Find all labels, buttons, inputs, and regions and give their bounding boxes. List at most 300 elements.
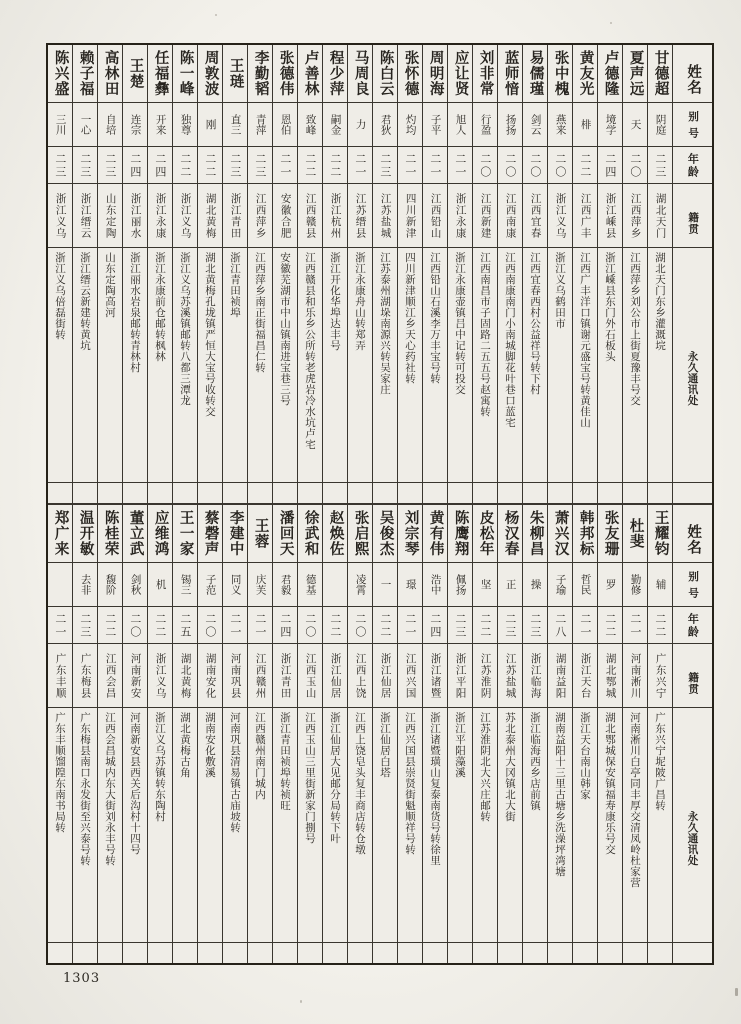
person-native-place: 湖北黄梅 [179,652,192,699]
person-alias: 哲民 [579,574,592,595]
person-column [97,505,122,963]
person-age: 二一 [403,613,417,639]
empty-cell [598,483,622,503]
person-column [322,505,347,963]
native-place-cell [323,184,347,248]
age-cell [348,147,372,184]
alias-cell [523,103,547,147]
alias-cell [448,563,472,607]
person-column [272,505,297,963]
person-name: 朱柳昌 [527,510,544,557]
person-alias: 棑 [579,119,592,130]
person-name: 卢善林 [302,50,319,97]
person-alias: 去非 [79,574,92,595]
person-native-place: 江西宜春 [529,192,542,239]
person-alias: 青萍 [254,114,267,135]
person-column [222,45,247,503]
person-address: 浙江诸暨璜山复泰南货号转徐里 [429,712,441,866]
empty-cell [273,483,297,503]
name-cell [298,505,322,563]
person-age: 二二 [328,153,342,179]
empty-cell [648,483,672,503]
person-address: 浙江仙居白塔 [379,712,391,778]
person-alias: 直三 [229,114,242,135]
header-label-alias: 别号 [687,111,700,144]
person-native-place: 湖北黄梅 [204,192,217,239]
header-column [672,45,712,503]
person-address: 山东定陶高河 [104,252,116,318]
person-age: 二一 [253,613,267,639]
empty-cell [198,483,222,503]
person-age: 二〇 [553,153,567,179]
person-age: 二〇 [128,613,142,639]
alias-cell [198,563,222,607]
age-cell [123,147,147,184]
age-cell [123,607,147,644]
native-place-cell [348,644,372,708]
person-alias: 锡三 [179,574,192,595]
person-column [572,505,597,963]
person-alias: 操 [529,579,542,590]
page-number: 1303 [63,971,101,986]
alias-cell [473,563,497,607]
person-column [397,45,422,503]
address-cell [448,708,472,943]
alias-cell [623,103,647,147]
person-age: 二三 [78,613,92,639]
header-label-name: 姓名 [685,64,702,95]
address-cell [223,248,247,483]
person-age: 二八 [553,613,567,639]
person-column [247,45,272,503]
name-cell [423,45,447,103]
person-age: 二一 [628,613,642,639]
empty-cell [73,943,97,963]
person-address: 四川新津顺江乡天心药社转 [404,252,416,384]
person-address: 江西南康南门小南城脚花叶巷口蓝宅 [504,252,516,428]
person-address: 浙江嵊县东门外石板头 [604,252,616,362]
age-cell [448,607,472,644]
address-cell [148,708,172,943]
person-native-place: 浙江嵊县 [604,192,617,239]
alias-cell [548,563,572,607]
person-address: 河南巩县清易镇古庙坡转 [229,712,241,833]
name-cell [548,45,572,103]
alias-cell [273,103,297,147]
alias-cell [423,103,447,147]
person-name: 蔡磬声 [202,510,219,557]
age-cell [148,607,172,644]
person-column [597,45,622,503]
name-cell [398,505,422,563]
native-place-cell [548,184,572,248]
person-name: 张德伟 [277,50,294,97]
person-age: 二一 [403,153,417,179]
person-address: 湖北天门东乡灌溉垸 [654,252,666,351]
person-native-place: 浙江诸暨 [429,652,442,699]
empty-cell [148,943,172,963]
native-place-cell [98,184,122,248]
person-native-place: 江西广丰 [579,192,592,239]
native-place-cell [273,644,297,708]
alias-cell [48,563,72,607]
address-cell [548,248,572,483]
person-address: 湖北鄂城保安镇福寿康乐号交 [604,712,616,855]
address-cell [248,708,272,943]
alias-cell [173,563,197,607]
person-name: 吴俊杰 [377,510,394,557]
empty-cell [648,943,672,963]
person-address: 浙江义乌苏溪镇邮转八都三潭龙 [179,252,191,406]
alias-cell [348,563,372,607]
native-place-cell [298,644,322,708]
person-native-place: 浙江平阳 [454,652,467,699]
header-cell-name [673,45,712,103]
person-column [97,45,122,503]
native-place-cell [648,644,672,708]
empty-cell [348,943,372,963]
person-age: 二五 [178,613,192,639]
table-band-top [48,45,712,503]
person-address: 江西赣州南门城内 [254,712,266,800]
age-cell [498,607,522,644]
person-name: 张启熙 [352,510,369,557]
header-cell-alias [673,563,712,607]
table-band-bottom [48,503,712,963]
person-name: 陈白云 [377,50,394,97]
header-label-alias: 别号 [687,571,700,604]
native-place-cell [48,184,72,248]
address-cell [173,248,197,483]
person-alias: 同义 [229,574,242,595]
person-native-place: 浙江丽水 [129,192,142,239]
person-alias: 一 [379,579,392,590]
person-alias: 正 [504,579,517,590]
person-age: 二三 [653,153,667,179]
address-cell [573,248,597,483]
native-place-cell [48,644,72,708]
person-name: 应维鸿 [152,510,169,557]
empty-cell [248,943,272,963]
person-column [647,45,672,503]
person-native-place: 江西兴国 [404,652,417,699]
person-column [497,505,522,963]
name-cell [173,505,197,563]
person-alias: 佩扬 [454,574,467,595]
age-cell [523,607,547,644]
person-name: 黄有伟 [427,510,444,557]
native-place-cell [223,184,247,248]
native-place-cell [198,184,222,248]
age-cell [223,607,247,644]
person-native-place: 浙江仙居 [329,652,342,699]
native-place-cell [523,644,547,708]
person-column [122,505,147,963]
header-cell-address [673,708,712,943]
person-alias: 恩伯 [279,114,292,135]
name-cell [148,505,172,563]
person-age: 二二 [478,613,492,639]
empty-cell [298,943,322,963]
person-alias: 子范 [204,574,217,595]
alias-cell [123,563,147,607]
scan-artifact [215,14,217,16]
person-native-place: 江苏淮阴 [479,652,492,699]
person-name: 周明海 [427,50,444,97]
person-column [72,505,97,963]
address-cell [98,708,122,943]
address-cell [323,248,347,483]
age-cell [398,147,422,184]
header-label-native-place: 籍贯 [687,672,700,695]
person-address: 广东兴宁坭陂广昌转 [654,712,666,811]
native-place-cell [598,184,622,248]
alias-cell [523,563,547,607]
header-label-age: 年龄 [686,153,700,179]
name-cell [623,505,647,563]
name-cell [348,505,372,563]
age-cell [273,607,297,644]
person-address: 浙江永康前仓邮转枫林 [154,252,166,362]
person-native-place: 江西会昌 [104,652,117,699]
person-native-place: 广东丰顺 [54,652,67,699]
person-name: 郑广来 [52,510,69,557]
person-alias: 独尊 [179,114,192,135]
person-address: 浙江青田祯埠 [229,252,241,318]
person-address: 湖北黄梅孔垅镇严恒大宝号收转交 [204,252,216,417]
native-place-cell [498,644,522,708]
person-address: 江西南昌市子固路二五五号赵寓转 [479,252,491,417]
person-column [622,505,647,963]
person-column [147,45,172,503]
person-name: 夏声远 [627,50,644,97]
person-native-place: 浙江永康 [454,192,467,239]
alias-cell [298,103,322,147]
person-native-place: 浙江仙居 [379,652,392,699]
person-name: 黄友光 [577,50,594,97]
empty-cell [48,943,72,963]
empty-cell [423,483,447,503]
person-column [322,45,347,503]
name-cell [223,45,247,103]
person-native-place: 浙江永康 [154,192,167,239]
alias-cell [173,103,197,147]
native-place-cell [398,644,422,708]
alias-cell [573,103,597,147]
person-age: 二〇 [303,613,317,639]
person-age: 二二 [653,613,667,639]
age-cell [298,607,322,644]
person-alias: 嗣金 [329,114,342,135]
alias-cell [398,103,422,147]
person-alias: 天 [629,119,642,130]
person-alias: 燕来 [554,114,567,135]
person-alias: 自培 [104,114,117,135]
person-age: 二二 [378,613,392,639]
scan-artifact [735,988,738,996]
person-age: 二〇 [503,153,517,179]
empty-cell [398,483,422,503]
person-column [197,45,222,503]
person-column [372,505,397,963]
empty-cell [673,483,712,503]
person-age: 二〇 [353,613,367,639]
person-age: 二一 [453,153,467,179]
person-name: 王琏 [227,58,244,89]
name-cell [73,505,97,563]
person-age: 二三 [378,153,392,179]
name-cell [198,45,222,103]
address-cell [248,248,272,483]
alias-cell [373,563,397,607]
person-age: 二四 [603,153,617,179]
person-native-place: 浙江义乌 [554,192,567,239]
person-column [622,45,647,503]
person-native-place: 浙江义乌 [179,192,192,239]
person-native-place: 江西赣县 [304,192,317,239]
person-address: 浙江天台南山韩家 [579,712,591,800]
native-place-cell [573,644,597,708]
age-cell [323,147,347,184]
empty-cell [673,943,712,963]
name-cell [398,45,422,103]
person-alias: 阴庭 [654,114,667,135]
person-address: 江西宜春西村公益祥号转下村 [529,252,541,395]
age-cell [648,147,672,184]
empty-cell [473,483,497,503]
person-address: 浙江义乌鹤田市 [554,252,566,329]
person-address: 浙江义乌苏镇转东陶村 [154,712,166,822]
native-place-cell [473,644,497,708]
person-name: 刘宗琴 [402,510,419,557]
person-alias: 连宗 [129,114,142,135]
empty-cell [98,483,122,503]
address-cell [473,248,497,483]
empty-cell [373,483,397,503]
name-cell [148,45,172,103]
person-age: 二三 [503,613,517,639]
person-name: 王蓉 [252,518,269,549]
native-place-cell [623,644,647,708]
alias-cell [398,563,422,607]
person-column [172,45,197,503]
person-column [472,505,497,963]
age-cell [598,147,622,184]
name-cell [498,505,522,563]
address-cell [173,708,197,943]
alias-cell [448,103,472,147]
person-age: 二三 [103,153,117,179]
person-address: 浙江临海西乡店前镇 [529,712,541,811]
native-place-cell [73,644,97,708]
person-column [48,45,72,503]
name-cell [598,505,622,563]
empty-cell [323,943,347,963]
name-cell [73,45,97,103]
age-cell [623,607,647,644]
person-alias: 行盈 [479,114,492,135]
person-name: 周敦波 [202,50,219,97]
person-native-place: 江西新建 [479,192,492,239]
name-cell [373,505,397,563]
address-cell [298,708,322,943]
address-cell [648,708,672,943]
empty-cell [73,483,97,503]
person-address: 浙江平阳藻溪 [454,712,466,778]
native-place-cell [448,644,472,708]
person-address: 江苏淮阴北大兴庄邮转 [479,712,491,822]
person-address: 江西萍乡南正街福昌仁转 [254,252,266,373]
alias-cell [473,103,497,147]
person-native-place: 江西赣州 [254,652,267,699]
age-cell [598,607,622,644]
person-column [397,505,422,963]
address-cell [373,708,397,943]
native-place-cell [273,184,297,248]
native-place-cell [398,184,422,248]
address-cell [573,708,597,943]
address-cell [623,708,647,943]
header-cell-age [673,147,712,184]
native-place-cell [198,644,222,708]
person-native-place: 山东定陶 [104,192,117,239]
age-cell [173,147,197,184]
empty-cell [623,943,647,963]
person-name: 杨汉春 [502,510,519,557]
empty-cell [548,483,572,503]
person-alias: 境学 [604,114,617,135]
person-age: 二三 [78,153,92,179]
alias-cell [648,103,672,147]
empty-cell [448,943,472,963]
age-cell [248,607,272,644]
alias-cell [198,103,222,147]
person-column [497,45,522,503]
person-native-place: 江西萍乡 [254,192,267,239]
name-cell [548,505,572,563]
alias-cell [98,563,122,607]
name-cell [98,505,122,563]
age-cell [198,147,222,184]
empty-cell [573,943,597,963]
person-address: 浙江青田祯埠转祯旺 [279,712,291,811]
address-cell [498,708,522,943]
person-column [172,505,197,963]
person-native-place: 江西萍乡 [629,192,642,239]
native-place-cell [248,184,272,248]
person-column [522,505,547,963]
person-address: 江西玉山三里街新家门捌号 [304,712,316,844]
address-cell [273,248,297,483]
person-alias: 凌霄 [354,574,367,595]
person-address: 江西铅山石溪李万丰宝号转 [429,252,441,384]
age-cell [248,147,272,184]
empty-cell [498,483,522,503]
native-place-cell [573,184,597,248]
age-cell [423,147,447,184]
person-address: 浙江永康舟山转郑弄 [354,252,366,351]
person-column [347,505,372,963]
native-place-cell [98,644,122,708]
native-place-cell [648,184,672,248]
person-address: 河南淅川白亭同丰厚交清凤岭杜家营 [629,712,641,888]
person-age: 二三 [453,613,467,639]
name-cell [123,45,147,103]
person-alias: 扬扬 [504,114,517,135]
person-name: 徐武和 [302,510,319,557]
address-cell [398,248,422,483]
person-age: 二〇 [478,153,492,179]
